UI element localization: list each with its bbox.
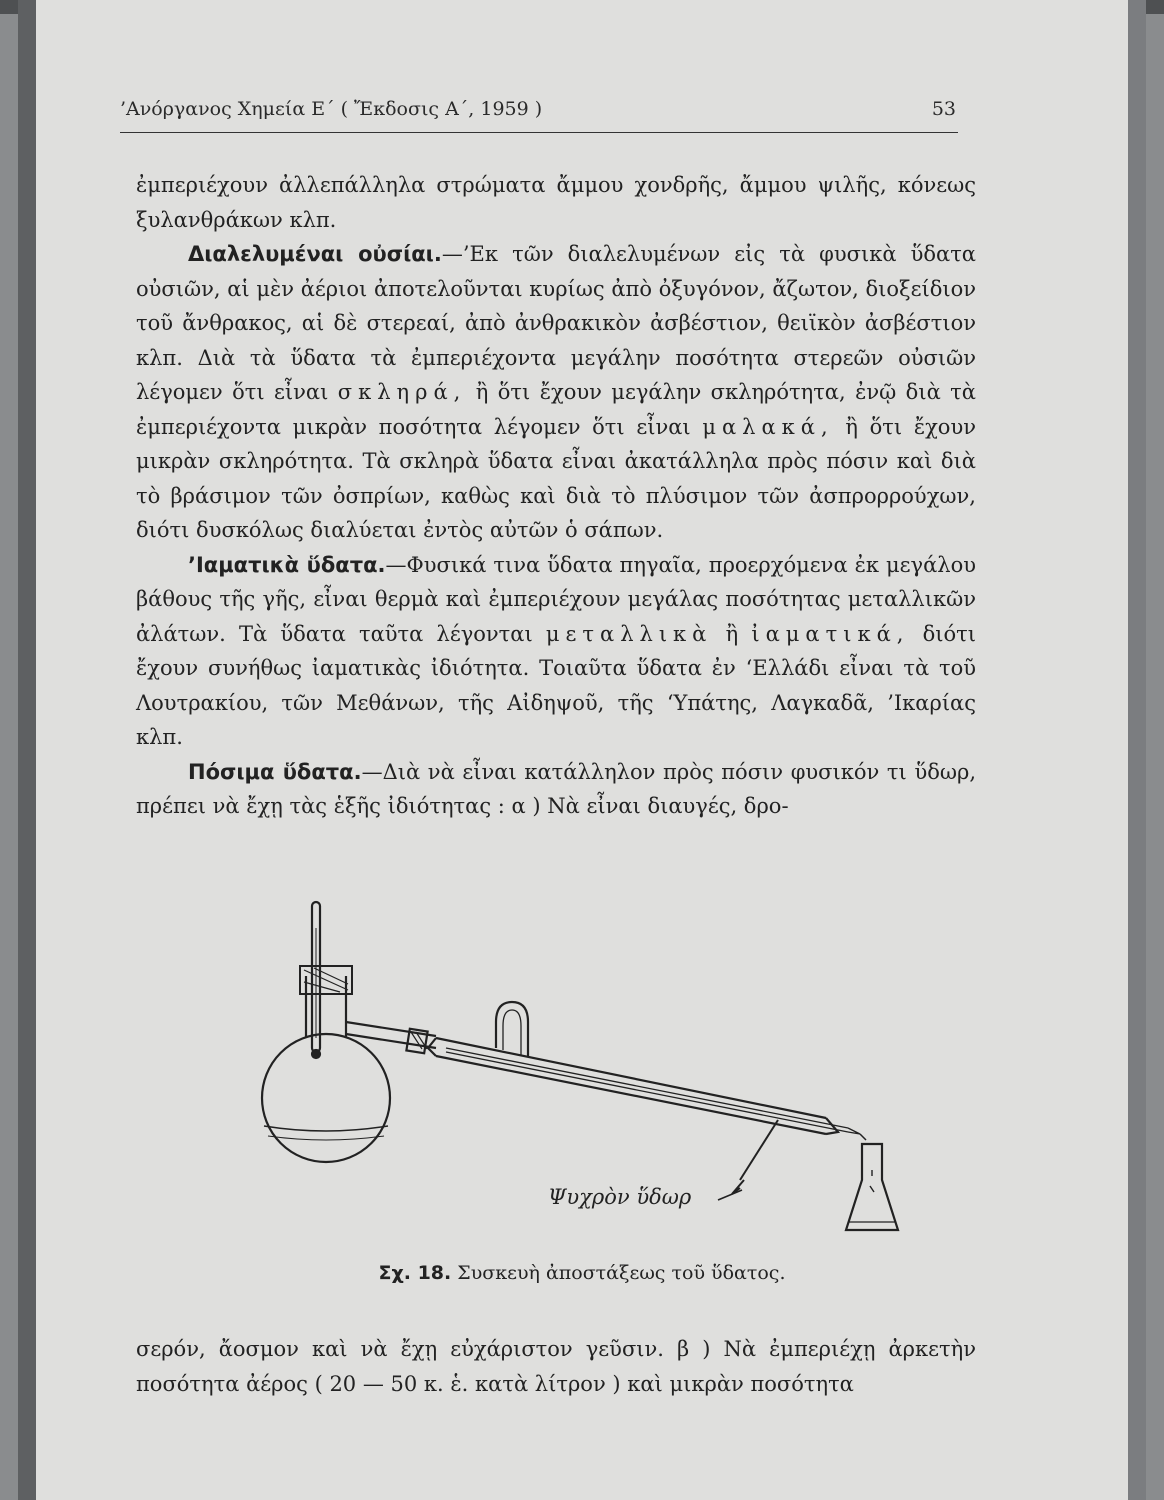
distillation-apparatus-drawing: [248, 888, 948, 1268]
term-hard: σκληρά,: [337, 380, 467, 404]
term-metallic: μεταλλικὰ: [545, 621, 713, 646]
section-heading-drinking: Πόσιμα ὕδατα.: [188, 759, 362, 784]
running-header: [120, 98, 958, 133]
paragraph-continued: σερόν, ἄοσμον καὶ νὰ ἔχῃ εὐχάριστον γεῦσιν. β ) Νὰ ἐμπεριέχῃ ἀρκετὴν ποσότητα ἀέρος ( 20 — 50 κ. ἑ. κατὰ λίτρον ) καὶ μικρὰν ποσότητα: [136, 1337, 976, 1396]
paragraph-dissolved-substances: Διαλελυμέναι οὐσίαι.—’Εκ τῶν διαλελυμένων εἰς τὰ φυσικὰ ὕδατα οὐσιῶν, αἱ μὲν ἀέριοι ἀποτελοῦνται κυρίως ἀπὸ ὀξυγόνον, ἄζωτον, διοξείδιον τοῦ ἄνθρακος, αἱ δὲ στερεαί, ἀπὸ ἀνθρακικὸν ἀσβέστιον, θειϊκὸν ἀσβέστιον κλπ. Διὰ τὰ ὕδατα τὰ ἐμπεριέχοντα μεγάλην ποσότητα στερεῶν οὐσιῶν λέγομεν ὅτι εἶναι σκληρά, ἢ ὅτι ἔχουν μεγάλην σκληρότητα, ἐνῷ διὰ τὰ ἐμπεριέχοντα μικρὰν ποσότητα λέγομεν ὅτι εἶναι μαλακά, ἢ ὅτι ἔχουν μικρὰν σκληρότητα. Τὰ σκληρὰ ὕδατα εἶναι ἀκατάλληλα πρὸς πόσιν καὶ διὰ τὸ βράσιμον τῶν ὀσπρίων, καθὼς καὶ διὰ τὸ πλύσιμον τῶν ἀσπρορρούχων, διότι δυσκόλως διαλύεται ἐντὸς αὐτῶν ὁ σάπων.: [136, 242, 976, 542]
term-soft: μαλακά,: [702, 414, 834, 439]
paragraph-drinking-water: Πόσιμα ὕδατα.—Διὰ νὰ εἶναι κατάλληλον πρὸς πόσιν φυσικόν τι ὕδωρ, πρέπει νὰ ἔχῃ τὰς ἑξῆς ἰδιότητας : α ) Νὰ εἶναι διαυγές, δρο-: [136, 759, 976, 818]
paragraph-healing-waters: ’Ιαματικὰ ὕδατα.—Φυσικά τινα ὕδατα πηγαῖα, προερχόμενα ἐκ μεγάλου βάθους τῆς γῆς, εἶναι θερμὰ καὶ ἐμπεριέχουν μεγάλας ποσότητας μεταλλικῶν ἀλάτων. Τὰ ὕδατα ταῦτα λέγονται μεταλλικὰ ἢ ἰαματικά, διότι ἔχουν συνήθως ἰαματικὰς ἰδιότητα. Τοιαῦτα ὕδατα ἐν ‘Ελλάδι εἶναι τὰ τοῦ Λουτρακίου, τῶν Μεθάνων, τῆς Αἰδηψοῦ, τῆς ‘Υπάτης, Λαγκαδᾶ, ’Ικαρίας κλπ.: [136, 552, 976, 749]
paragraph-1: ἐμπεριέχουν ἀλλεπάλληλα στρώματα ἄμμου χονδρῆς, ἄμμου ψιλῆς, κόνεως ξυλανθράκων κλπ.: [136, 173, 976, 232]
term-healing: ἰαματικά,: [751, 621, 910, 646]
section-heading-dissolved: Διαλελυμέναι οὐσίαι.: [188, 242, 442, 266]
book-page: [18, 0, 1146, 1500]
caption-text: Συσκευὴ ἀποστάξεως τοῦ ὕδατος.: [457, 1262, 786, 1284]
page-number: 53: [931, 98, 956, 120]
caption-number: Σχ. 18.: [378, 1262, 452, 1284]
header-title: ’Ανόργανος Χημεία Ε΄ ( Ἔκδοσις Α΄, 1959 ): [120, 98, 543, 120]
cold-water-label: Ψυχρὸν ὕδωρ: [548, 1185, 692, 1209]
round-flask: [262, 1034, 390, 1162]
bottom-text: [136, 1332, 976, 1401]
figure-caption: [18, 1262, 1146, 1284]
section-heading-healing: ’Ιαματικὰ ὕδατα.: [188, 552, 386, 577]
distillation-figure: [248, 888, 948, 1268]
body-text: [136, 168, 976, 824]
